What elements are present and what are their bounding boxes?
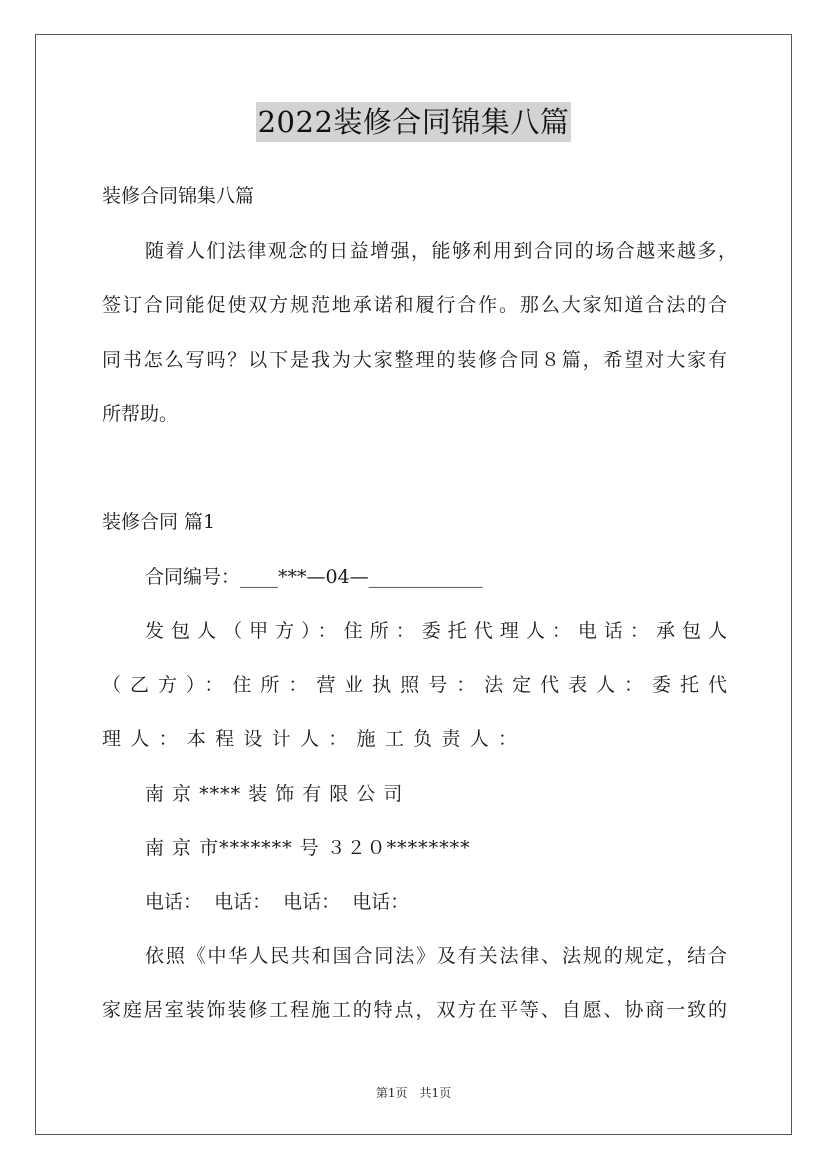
basis-line-1: 依照《中华人民共和国合同法》及有关法律、法规的规定，结合: [145, 945, 727, 967]
phone-fields: 电话： 电话： 电话： 电话：: [145, 891, 410, 913]
document-subtitle: 装修合同锦集八篇: [102, 185, 255, 207]
basis-line-2: 家庭居室装饰装修工程施工的特点，双方在平等、自愿、协商一致的: [102, 999, 727, 1021]
page-footer: [0, 1084, 827, 1101]
title-container: [0, 102, 827, 142]
parties-line-1: 发包人（甲方）：住所：委托代理人：电话：承包人: [145, 620, 727, 642]
document-title: 2022装修合同锦集八篇: [256, 102, 572, 142]
page-total: 共1页: [419, 1086, 452, 1100]
parties-line-2: （乙方）：住所：营业执照号：法定代表人：委托代: [102, 674, 727, 696]
intro-line-4: 所帮助。: [102, 403, 179, 425]
company-address: 南 京 市******* 号 ３２０********: [145, 837, 471, 859]
section-heading: 装修合同 篇1: [102, 511, 216, 533]
company-name: 南 京 **** 装 饰 有 限 公 司: [145, 783, 404, 805]
page-number: 第1页: [375, 1086, 408, 1100]
intro-line-3: 同书怎么写吗？以下是我为大家整理的装修合同８篇，希望对大家有: [102, 349, 727, 371]
contract-number: 合同编号：____***—04—____________: [145, 566, 483, 588]
intro-line-1: 随着人们法律观念的日益增强，能够利用到合同的场合越来越多，: [145, 240, 737, 262]
parties-line-3: 理人：本程设计人：施工负责人：: [102, 728, 517, 750]
intro-line-2: 签订合同能促使双方规范地承诺和履行合作。那么大家知道合法的合: [102, 294, 727, 316]
